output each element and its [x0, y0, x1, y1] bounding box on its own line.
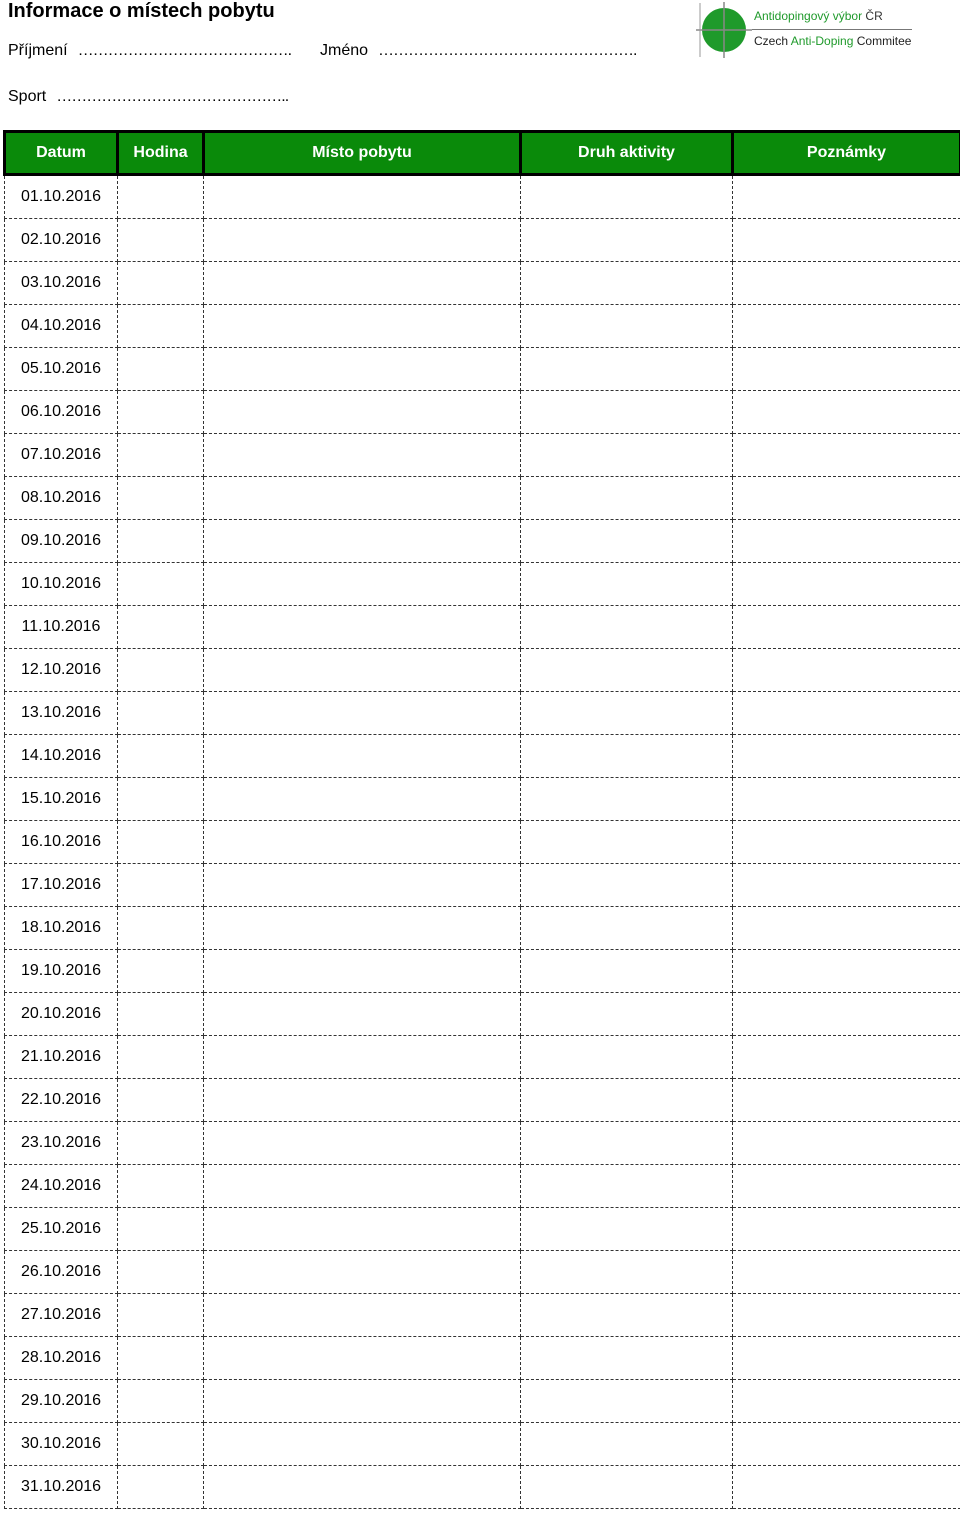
activity-cell[interactable] — [521, 907, 733, 950]
date-cell: 11.10.2016 — [5, 606, 118, 649]
table-row — [5, 735, 960, 778]
notes-cell[interactable] — [733, 520, 960, 563]
table-row — [5, 778, 960, 821]
place-cell[interactable] — [204, 1122, 521, 1165]
hour-cell[interactable] — [118, 1294, 204, 1337]
hour-cell[interactable] — [118, 692, 204, 735]
hour-cell[interactable] — [118, 649, 204, 692]
hour-cell[interactable] — [118, 563, 204, 606]
table-row — [5, 1337, 960, 1380]
activity-cell[interactable] — [521, 1208, 733, 1251]
notes-cell[interactable] — [733, 391, 960, 434]
notes-cell[interactable] — [733, 864, 960, 907]
activity-cell[interactable] — [521, 950, 733, 993]
date-cell: 25.10.2016 — [5, 1208, 118, 1251]
date-cell: 02.10.2016 — [5, 219, 118, 262]
table-row — [5, 1466, 960, 1509]
stay-table — [3, 130, 959, 1509]
date-cell: 30.10.2016 — [5, 1423, 118, 1466]
table-row — [5, 1208, 960, 1251]
notes-cell[interactable] — [733, 1294, 960, 1337]
date-cell: 23.10.2016 — [5, 1122, 118, 1165]
activity-cell[interactable] — [521, 477, 733, 520]
date-cell: 20.10.2016 — [5, 993, 118, 1036]
table-row — [5, 1122, 960, 1165]
notes-cell[interactable] — [733, 563, 960, 606]
date-cell: 21.10.2016 — [5, 1036, 118, 1079]
antidoping-logo — [696, 2, 946, 58]
table-row — [5, 649, 960, 692]
crosshair-logo-icon — [696, 2, 752, 58]
place-cell[interactable] — [204, 1251, 521, 1294]
activity-cell[interactable] — [521, 1122, 733, 1165]
activity-cell[interactable] — [521, 1165, 733, 1208]
notes-cell[interactable] — [733, 950, 960, 993]
date-cell: 19.10.2016 — [5, 950, 118, 993]
activity-cell[interactable] — [521, 262, 733, 305]
hour-cell[interactable] — [118, 1380, 204, 1423]
place-cell[interactable] — [204, 735, 521, 778]
notes-cell[interactable] — [733, 907, 960, 950]
place-cell[interactable] — [204, 305, 521, 348]
date-cell: 28.10.2016 — [5, 1337, 118, 1380]
activity-cell[interactable] — [521, 520, 733, 563]
activity-cell[interactable] — [521, 606, 733, 649]
date-cell: 17.10.2016 — [5, 864, 118, 907]
table-row — [5, 1423, 960, 1466]
date-cell: 08.10.2016 — [5, 477, 118, 520]
date-cell: 04.10.2016 — [5, 305, 118, 348]
place-cell[interactable] — [204, 391, 521, 434]
date-cell: 07.10.2016 — [5, 434, 118, 477]
activity-cell[interactable] — [521, 1294, 733, 1337]
surname-dots: ……………………………………. — [77, 42, 292, 59]
activity-cell[interactable] — [521, 864, 733, 907]
date-cell: 15.10.2016 — [5, 778, 118, 821]
place-cell[interactable] — [204, 520, 521, 563]
hour-cell[interactable] — [118, 477, 204, 520]
hour-cell[interactable] — [118, 1423, 204, 1466]
notes-cell[interactable] — [733, 1466, 960, 1509]
hour-cell[interactable] — [118, 950, 204, 993]
table-row — [5, 1079, 960, 1122]
surname-label: Příjmení — [8, 42, 68, 59]
hour-cell[interactable] — [118, 1165, 204, 1208]
table-row — [5, 348, 960, 391]
logo-line-1: Antidopingový výbor ČR — [754, 9, 883, 23]
name-field[interactable] — [320, 42, 636, 60]
table-row — [5, 993, 960, 1036]
hour-cell[interactable] — [118, 305, 204, 348]
col-header-place: Místo pobytu — [204, 132, 521, 175]
notes-cell[interactable] — [733, 606, 960, 649]
activity-cell[interactable] — [521, 821, 733, 864]
table-row — [5, 1036, 960, 1079]
hour-cell[interactable] — [118, 1122, 204, 1165]
hour-cell[interactable] — [118, 1079, 204, 1122]
activity-cell[interactable] — [521, 563, 733, 606]
table-header-row — [5, 132, 960, 175]
date-cell: 03.10.2016 — [5, 262, 118, 305]
date-cell: 10.10.2016 — [5, 563, 118, 606]
hour-cell[interactable] — [118, 907, 204, 950]
activity-cell[interactable] — [521, 391, 733, 434]
place-cell[interactable] — [204, 563, 521, 606]
activity-cell[interactable] — [521, 1251, 733, 1294]
hour-cell[interactable] — [118, 864, 204, 907]
date-cell: 01.10.2016 — [5, 175, 118, 219]
date-cell: 14.10.2016 — [5, 735, 118, 778]
place-cell[interactable] — [204, 1380, 521, 1423]
place-cell[interactable] — [204, 1079, 521, 1122]
table-row — [5, 434, 960, 477]
notes-cell[interactable] — [733, 1079, 960, 1122]
place-cell[interactable] — [204, 606, 521, 649]
table-row — [5, 950, 960, 993]
hour-cell[interactable] — [118, 993, 204, 1036]
table-row — [5, 1251, 960, 1294]
date-cell: 06.10.2016 — [5, 391, 118, 434]
activity-cell[interactable] — [521, 778, 733, 821]
date-cell: 24.10.2016 — [5, 1165, 118, 1208]
sport-dots: ……………………………………….. — [56, 88, 289, 105]
activity-cell[interactable] — [521, 1337, 733, 1380]
notes-cell[interactable] — [733, 434, 960, 477]
activity-cell[interactable] — [521, 735, 733, 778]
place-cell[interactable] — [204, 1294, 521, 1337]
hour-cell[interactable] — [118, 606, 204, 649]
logo-line-2: Czech Anti-Doping Commitee — [754, 34, 912, 48]
place-cell[interactable] — [204, 1466, 521, 1509]
table-row — [5, 907, 960, 950]
hour-cell[interactable] — [118, 348, 204, 391]
notes-cell[interactable] — [733, 1251, 960, 1294]
place-cell[interactable] — [204, 1423, 521, 1466]
sport-label: Sport — [8, 88, 47, 105]
notes-cell[interactable] — [733, 305, 960, 348]
notes-cell[interactable] — [733, 649, 960, 692]
activity-cell[interactable] — [521, 219, 733, 262]
place-cell[interactable] — [204, 175, 521, 219]
date-cell: 13.10.2016 — [5, 692, 118, 735]
table-row — [5, 305, 960, 348]
date-cell: 12.10.2016 — [5, 649, 118, 692]
activity-cell[interactable] — [521, 649, 733, 692]
activity-cell[interactable] — [521, 1466, 733, 1509]
hour-cell[interactable] — [118, 1337, 204, 1380]
notes-cell[interactable] — [733, 219, 960, 262]
table-row — [5, 391, 960, 434]
notes-cell[interactable] — [733, 348, 960, 391]
activity-cell[interactable] — [521, 348, 733, 391]
name-dots: ……………………………………………. — [378, 42, 637, 59]
page-title: Informace o místech pobytu — [8, 0, 275, 22]
activity-cell[interactable] — [521, 1079, 733, 1122]
table-row — [5, 175, 960, 219]
hour-cell[interactable] — [118, 434, 204, 477]
date-cell: 26.10.2016 — [5, 1251, 118, 1294]
hour-cell[interactable] — [118, 391, 204, 434]
place-cell[interactable] — [204, 1036, 521, 1079]
table-row — [5, 219, 960, 262]
notes-cell[interactable] — [733, 1122, 960, 1165]
hour-cell[interactable] — [118, 1208, 204, 1251]
table-row — [5, 520, 960, 563]
sport-field[interactable] — [8, 88, 288, 106]
place-cell[interactable] — [204, 1208, 521, 1251]
place-cell[interactable] — [204, 649, 521, 692]
date-cell: 09.10.2016 — [5, 520, 118, 563]
hour-cell[interactable] — [118, 219, 204, 262]
notes-cell[interactable] — [733, 1036, 960, 1079]
hour-cell[interactable] — [118, 262, 204, 305]
place-cell[interactable] — [204, 1165, 521, 1208]
notes-cell[interactable] — [733, 821, 960, 864]
notes-cell[interactable] — [733, 993, 960, 1036]
table-row — [5, 563, 960, 606]
place-cell[interactable] — [204, 950, 521, 993]
date-cell: 22.10.2016 — [5, 1079, 118, 1122]
hour-cell[interactable] — [118, 1036, 204, 1079]
notes-cell[interactable] — [733, 778, 960, 821]
activity-cell[interactable] — [521, 993, 733, 1036]
activity-cell[interactable] — [521, 305, 733, 348]
place-cell[interactable] — [204, 434, 521, 477]
place-cell[interactable] — [204, 864, 521, 907]
table-row — [5, 606, 960, 649]
activity-cell[interactable] — [521, 434, 733, 477]
place-cell[interactable] — [204, 348, 521, 391]
notes-cell[interactable] — [733, 735, 960, 778]
table-row — [5, 692, 960, 735]
hour-cell[interactable] — [118, 520, 204, 563]
notes-cell[interactable] — [733, 1337, 960, 1380]
date-cell: 18.10.2016 — [5, 907, 118, 950]
activity-cell[interactable] — [521, 692, 733, 735]
table-row — [5, 1294, 960, 1337]
date-cell: 27.10.2016 — [5, 1294, 118, 1337]
table-row — [5, 1165, 960, 1208]
notes-cell[interactable] — [733, 1380, 960, 1423]
table-row — [5, 864, 960, 907]
table-row — [5, 1380, 960, 1423]
notes-cell[interactable] — [733, 175, 960, 219]
col-header-date: Datum — [5, 132, 118, 175]
table-row — [5, 477, 960, 520]
activity-cell[interactable] — [521, 175, 733, 219]
notes-cell[interactable] — [733, 1165, 960, 1208]
place-cell[interactable] — [204, 262, 521, 305]
name-label: Jméno — [320, 42, 369, 59]
notes-cell[interactable] — [733, 1208, 960, 1251]
col-header-activity: Druh aktivity — [521, 132, 733, 175]
hour-cell[interactable] — [118, 778, 204, 821]
logo-divider — [752, 29, 912, 30]
place-cell[interactable] — [204, 477, 521, 520]
place-cell[interactable] — [204, 993, 521, 1036]
hour-cell[interactable] — [118, 1466, 204, 1509]
notes-cell[interactable] — [733, 1423, 960, 1466]
notes-cell[interactable] — [733, 262, 960, 305]
col-header-notes: Poznámky — [733, 132, 960, 175]
table-row — [5, 262, 960, 305]
table-row — [5, 821, 960, 864]
place-cell[interactable] — [204, 219, 521, 262]
col-header-hour: Hodina — [118, 132, 204, 175]
activity-cell[interactable] — [521, 1423, 733, 1466]
notes-cell[interactable] — [733, 692, 960, 735]
hour-cell[interactable] — [118, 1251, 204, 1294]
place-cell[interactable] — [204, 1337, 521, 1380]
notes-cell[interactable] — [733, 477, 960, 520]
activity-cell[interactable] — [521, 1036, 733, 1079]
hour-cell[interactable] — [118, 735, 204, 778]
place-cell[interactable] — [204, 821, 521, 864]
place-cell[interactable] — [204, 907, 521, 950]
hour-cell[interactable] — [118, 175, 204, 219]
date-cell: 29.10.2016 — [5, 1380, 118, 1423]
surname-field[interactable] — [8, 42, 291, 60]
hour-cell[interactable] — [118, 821, 204, 864]
place-cell[interactable] — [204, 778, 521, 821]
date-cell: 16.10.2016 — [5, 821, 118, 864]
place-cell[interactable] — [204, 692, 521, 735]
date-cell: 05.10.2016 — [5, 348, 118, 391]
date-cell: 31.10.2016 — [5, 1466, 118, 1509]
activity-cell[interactable] — [521, 1380, 733, 1423]
